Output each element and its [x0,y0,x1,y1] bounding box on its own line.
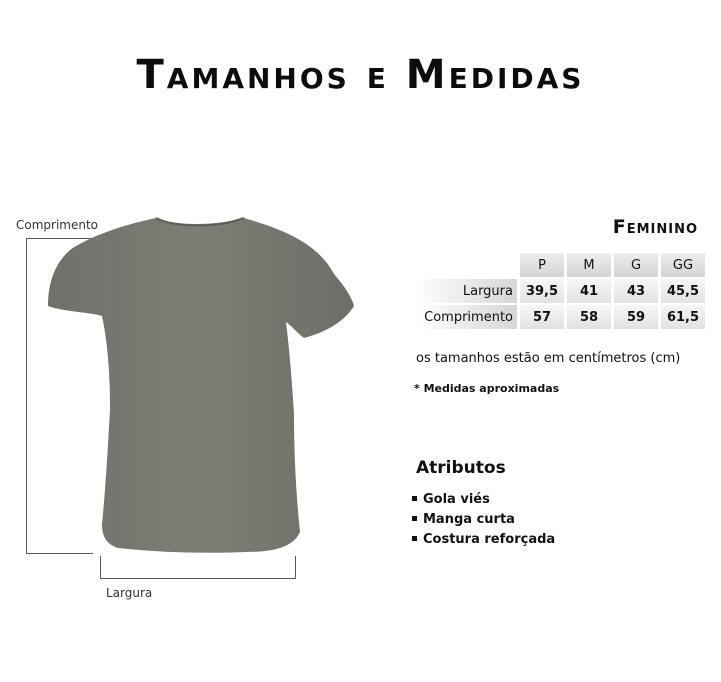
attributes-title: Atributos [416,458,506,478]
row-label-width: Largura [413,279,517,303]
bullet-icon [412,536,417,541]
width-label: Largura [106,586,153,600]
list-item [410,530,555,550]
tshirt-shape [48,218,354,553]
size-header-p: P [520,253,564,277]
size-header-row [413,253,705,277]
row-label-length: Comprimento [413,305,517,329]
page-title: Tamanhos e Medidas [136,52,585,98]
table-corner [413,253,517,277]
table-cell: 39,5 [520,279,564,303]
section-title: Feminino [612,216,698,238]
size-header-m: M [567,253,611,277]
attribute-text: Costura reforçada [423,532,556,547]
bullet-icon [412,516,417,521]
table-cell: 45,5 [661,279,705,303]
table-cell: 41 [567,279,611,303]
attribute-text: Manga curta [423,512,515,527]
table-cell: 61,5 [661,305,705,329]
length-label: Comprimento [16,218,99,232]
units-note: os tamanhos estão em centímetros (cm) [416,351,681,366]
table-row [413,305,705,329]
size-header-g: G [614,253,658,277]
attributes-list [410,490,555,550]
table-cell: 43 [614,279,658,303]
attribute-text: Gola viés [423,492,490,507]
table-cell: 58 [567,305,611,329]
size-header-gg: GG [661,253,705,277]
table-cell: 57 [520,305,564,329]
table-row [413,279,705,303]
table-cell: 59 [614,305,658,329]
approx-note: * Medidas aproximadas [414,382,560,395]
size-table [410,251,708,331]
bullet-icon [412,496,417,501]
list-item [410,490,555,510]
width-ruler [100,556,296,579]
tshirt-illustration [46,214,358,554]
list-item [410,510,555,530]
